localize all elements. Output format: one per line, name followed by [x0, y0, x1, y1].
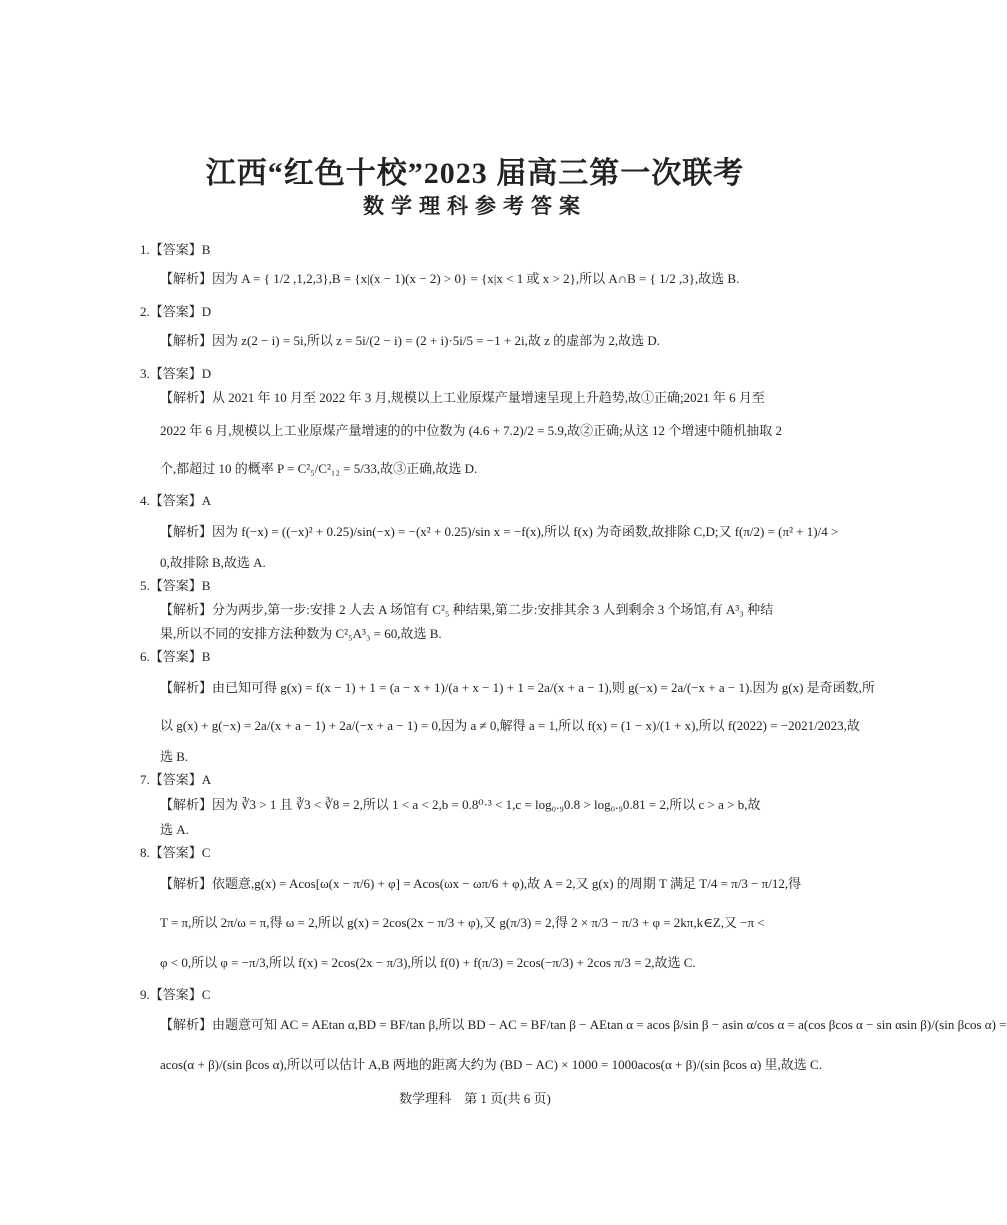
explanation-line: 选 B.	[160, 749, 189, 764]
answer-heading: 9.【答案】C	[140, 987, 211, 1002]
explanation-line: 【解析】由题意可知 AC = AEtan α,BD = BF/tan β,所以 BD − AC = BF/tan β − AEtan α = acos β/sin β − asin α/cos α = a(cos βcos α − sin αsin β)/(sin βcos α) =	[160, 1017, 1007, 1032]
answer-heading: 1.【答案】B	[140, 242, 211, 257]
explanation-line: 【解析】由已知可得 g(x) = f(x − 1) + 1 = (a − x + 1)/(a + x − 1) + 1 = 2a/(x + a − 1),则 g(−x) = 2a/(−x + a − 1).因为 g(x) 是奇函数,所	[160, 680, 875, 695]
explanation-line: 2022 年 6 月,规模以上工业原煤产量增速的的中位数为 (4.6 + 7.2)/2 = 5.9,故②正确;从这 12 个增速中随机抽取 2	[160, 423, 783, 438]
explanation-line: 【解析】依题意,g(x) = Acos[ω(x − π/6) + φ] = Acos(ωx − ωπ/6 + φ),故 A = 2,又 g(x) 的周期 T 满足 T/4 = π/3 − π/12,得	[160, 876, 802, 891]
explanation-line: φ < 0,所以 φ = −π/3,所以 f(x) = 2cos(2x − π/3),所以 f(0) + f(π/3) = 2cos(−π/3) + 2cos π/3 = 2,故选 C.	[160, 955, 696, 970]
explanation-line: 【解析】因为 f(−x) = ((−x)² + 0.25)/sin(−x) = −(x² + 0.25)/sin x = −f(x),所以 f(x) 为奇函数,故排除 C,D;又 f(π/2) = (π² + 1)/4 >	[160, 524, 839, 539]
explanation-line: 【解析】因为 A = { 1/2 ,1,2,3},B = {x|(x − 1)(x − 2) > 0} = {x|x < 1 或 x > 2},所以 A∩B = { 1/2 ,3},故选 B.	[160, 271, 740, 286]
answer-heading: 4.【答案】A	[140, 493, 212, 508]
answer-heading: 5.【答案】B	[140, 578, 211, 593]
explanation-line: T = π,所以 2π/ω = π,得 ω = 2,所以 g(x) = 2cos(2x − π/3 + φ),又 g(π/3) = 2,得 2 × π/3 − π/3 + φ = 2kπ,k∈Z,又 −π <	[160, 915, 765, 930]
page-footer: 数学理科 第 1 页(共 6 页)	[399, 1091, 551, 1106]
explanation-line: acos(α + β)/(sin βcos α),所以可以估计 A,B 两地的距离大约为 (BD − AC) × 1000 = 1000acos(α + β)/(sin βcos α) 里,故选 C.	[160, 1057, 822, 1072]
explanation-line: 选 A.	[160, 822, 189, 837]
answer-heading: 7.【答案】A	[140, 772, 212, 787]
explanation-line: 个,都超过 10 的概率 P = C²₅/C²₁₂ = 5/33,故③正确,故选 D.	[160, 461, 478, 476]
explanation-line: 【解析】因为 ∛3 > 1 且 ∛3 < ∛8 = 2,所以 1 < a < 2,b = 0.8⁰·³ < 1,c = log₀.₉0.8 > log₀.₉0.81 = 2,所以 c > a > b,故	[160, 797, 761, 812]
explanation-line: 果,所以不同的安排方法种数为 C²₅A³₃ = 60,故选 B.	[160, 626, 442, 641]
explanation-line: 【解析】分为两步,第一步:安排 2 人去 A 场馆有 C²₅ 种结果,第二步:安排其余 3 人到剩余 3 个场馆,有 A³₃ 种结	[160, 602, 774, 617]
answer-heading: 3.【答案】D	[140, 366, 212, 381]
answer-heading: 8.【答案】C	[140, 845, 211, 860]
page-title: 江西“红色十校”2023 届高三第一次联考	[205, 157, 745, 190]
explanation-line: 以 g(x) + g(−x) = 2a/(x + a − 1) + 2a/(−x + a − 1) = 0,因为 a ≠ 0,解得 a = 1,所以 f(x) = (1 − x)/(1 + x),所以 f(2022) = −2021/2023,故	[160, 718, 860, 733]
answer-heading: 2.【答案】D	[140, 304, 212, 319]
explanation-line: 0,故排除 B,故选 A.	[160, 555, 266, 570]
answer-heading: 6.【答案】B	[140, 649, 211, 664]
page-subtitle: 数学理科参考答案	[363, 194, 587, 218]
explanation-line: 【解析】因为 z(2 − i) = 5i,所以 z = 5i/(2 − i) = (2 + i)·5i/5 = −1 + 2i,故 z 的虚部为 2,故选 D.	[160, 333, 660, 348]
explanation-line: 【解析】从 2021 年 10 月至 2022 年 3 月,规模以上工业原煤产量增速呈现上升趋势,故①正确;2021 年 6 月至	[160, 390, 765, 405]
